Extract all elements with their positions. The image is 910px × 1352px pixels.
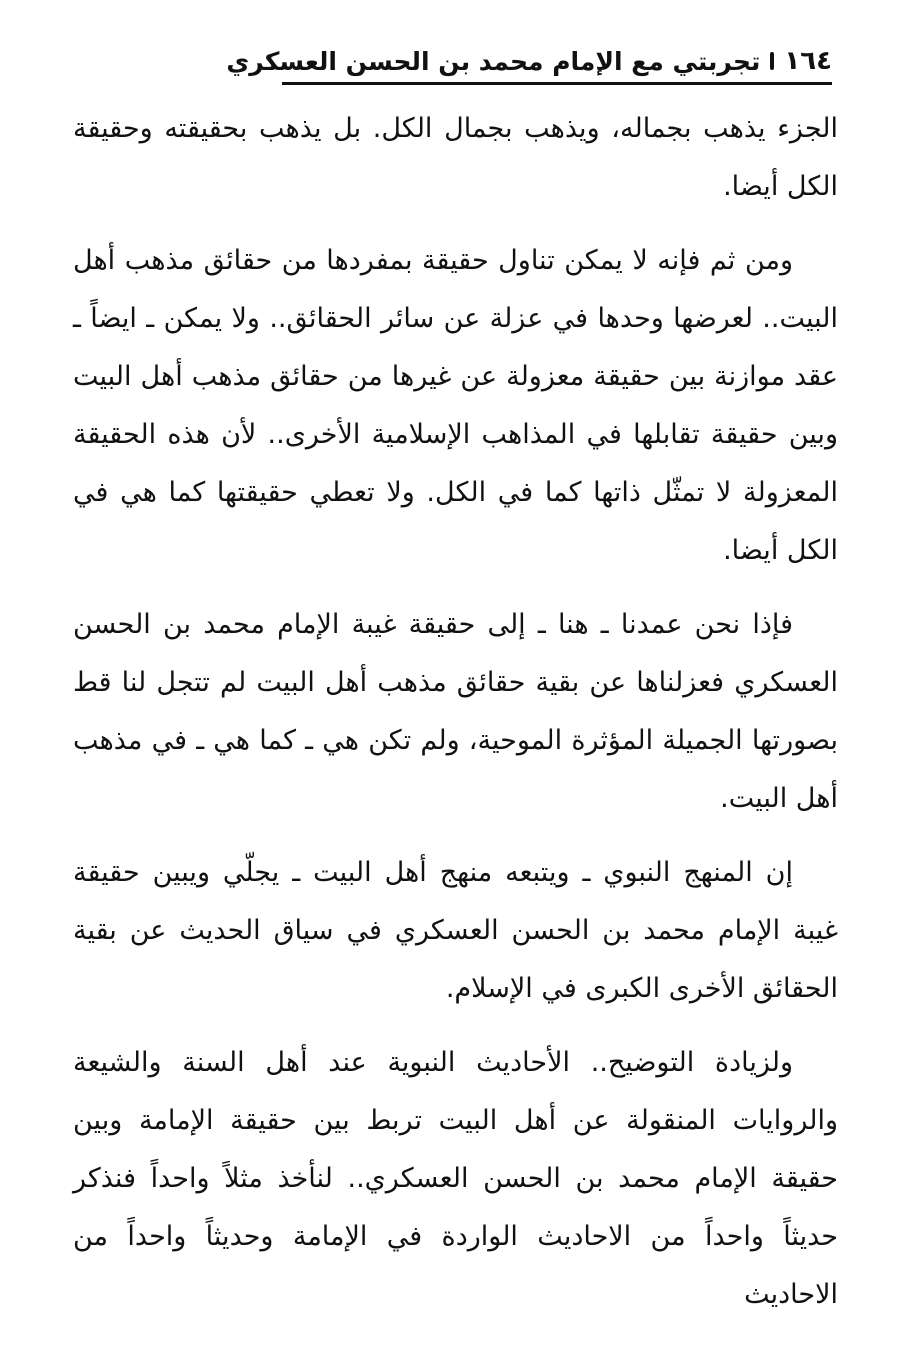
paragraph: ولزيادة التوضيح.. الأحاديث النبوية عند أهل السنة والشيعة والروايات المنقولة عن أهل البيت تربط بين حقيقة الإمامة وبين حقيقة الإمام محمد بن الحسن العسكري.. لنأخذ مثلاً واحداً فنذكر حديثاً واحداً من الاحاديث الواردة في الإمامة وحديثاً واحداً من الاحاديث — [73, 1047, 838, 1310]
paragraph: فإذا نحن عمدنا ـ هنا ـ إلى حقيقة غيبة الإمام محمد بن الحسن العسكري فعزلناها عن بقية حقائق مذهب أهل البيت لم تتجل لنا قط بصورتها الجميلة المؤثرة الموحية، ولم تكن هي ـ كما هي ـ في مذهب أهل البيت. — [73, 609, 838, 814]
paragraph: ومن ثم فإنه لا يمكن تناول حقيقة بمفردها من حقائق مذهب أهل البيت.. لعرضها وحدها في عزلة عن سائر الحقائق.. ولا يمكن ـ ايضاً ـ عقد موازنة بين حقيقة معزولة عن غيرها من حقائق مذهب أهل البيت وبين حقيقة تقابلها في المذاهب الإسلامية الأخرى.. لأن هذه الحقيقة المعزولة لا تمثّل ذاتها كما في الكل. ولا تعطي حقيقتها كما هي في الكل أيضا. — [73, 245, 838, 566]
page-number: ١٦٤ — [784, 46, 832, 76]
paragraph: الجزء يذهب بجماله، ويذهب بجمال الكل. بل يذهب بحقيقته وحقيقة الكل أيضا. — [73, 113, 838, 202]
page-body — [73, 100, 838, 1340]
paragraph: إن المنهج النبوي ـ ويتبعه منهج أهل البيت ـ يجلّي ويبين حقيقة غيبة الإمام محمد بن الحسن العسكري في سياق الحديث عن بقية الحقائق الأخرى الكبرى في الإسلام. — [73, 857, 838, 1004]
running-header — [226, 40, 832, 85]
book-title: تجربتي مع الإمام محمد بن الحسن العسكري — [226, 46, 761, 76]
square-box-icon — [770, 52, 774, 70]
